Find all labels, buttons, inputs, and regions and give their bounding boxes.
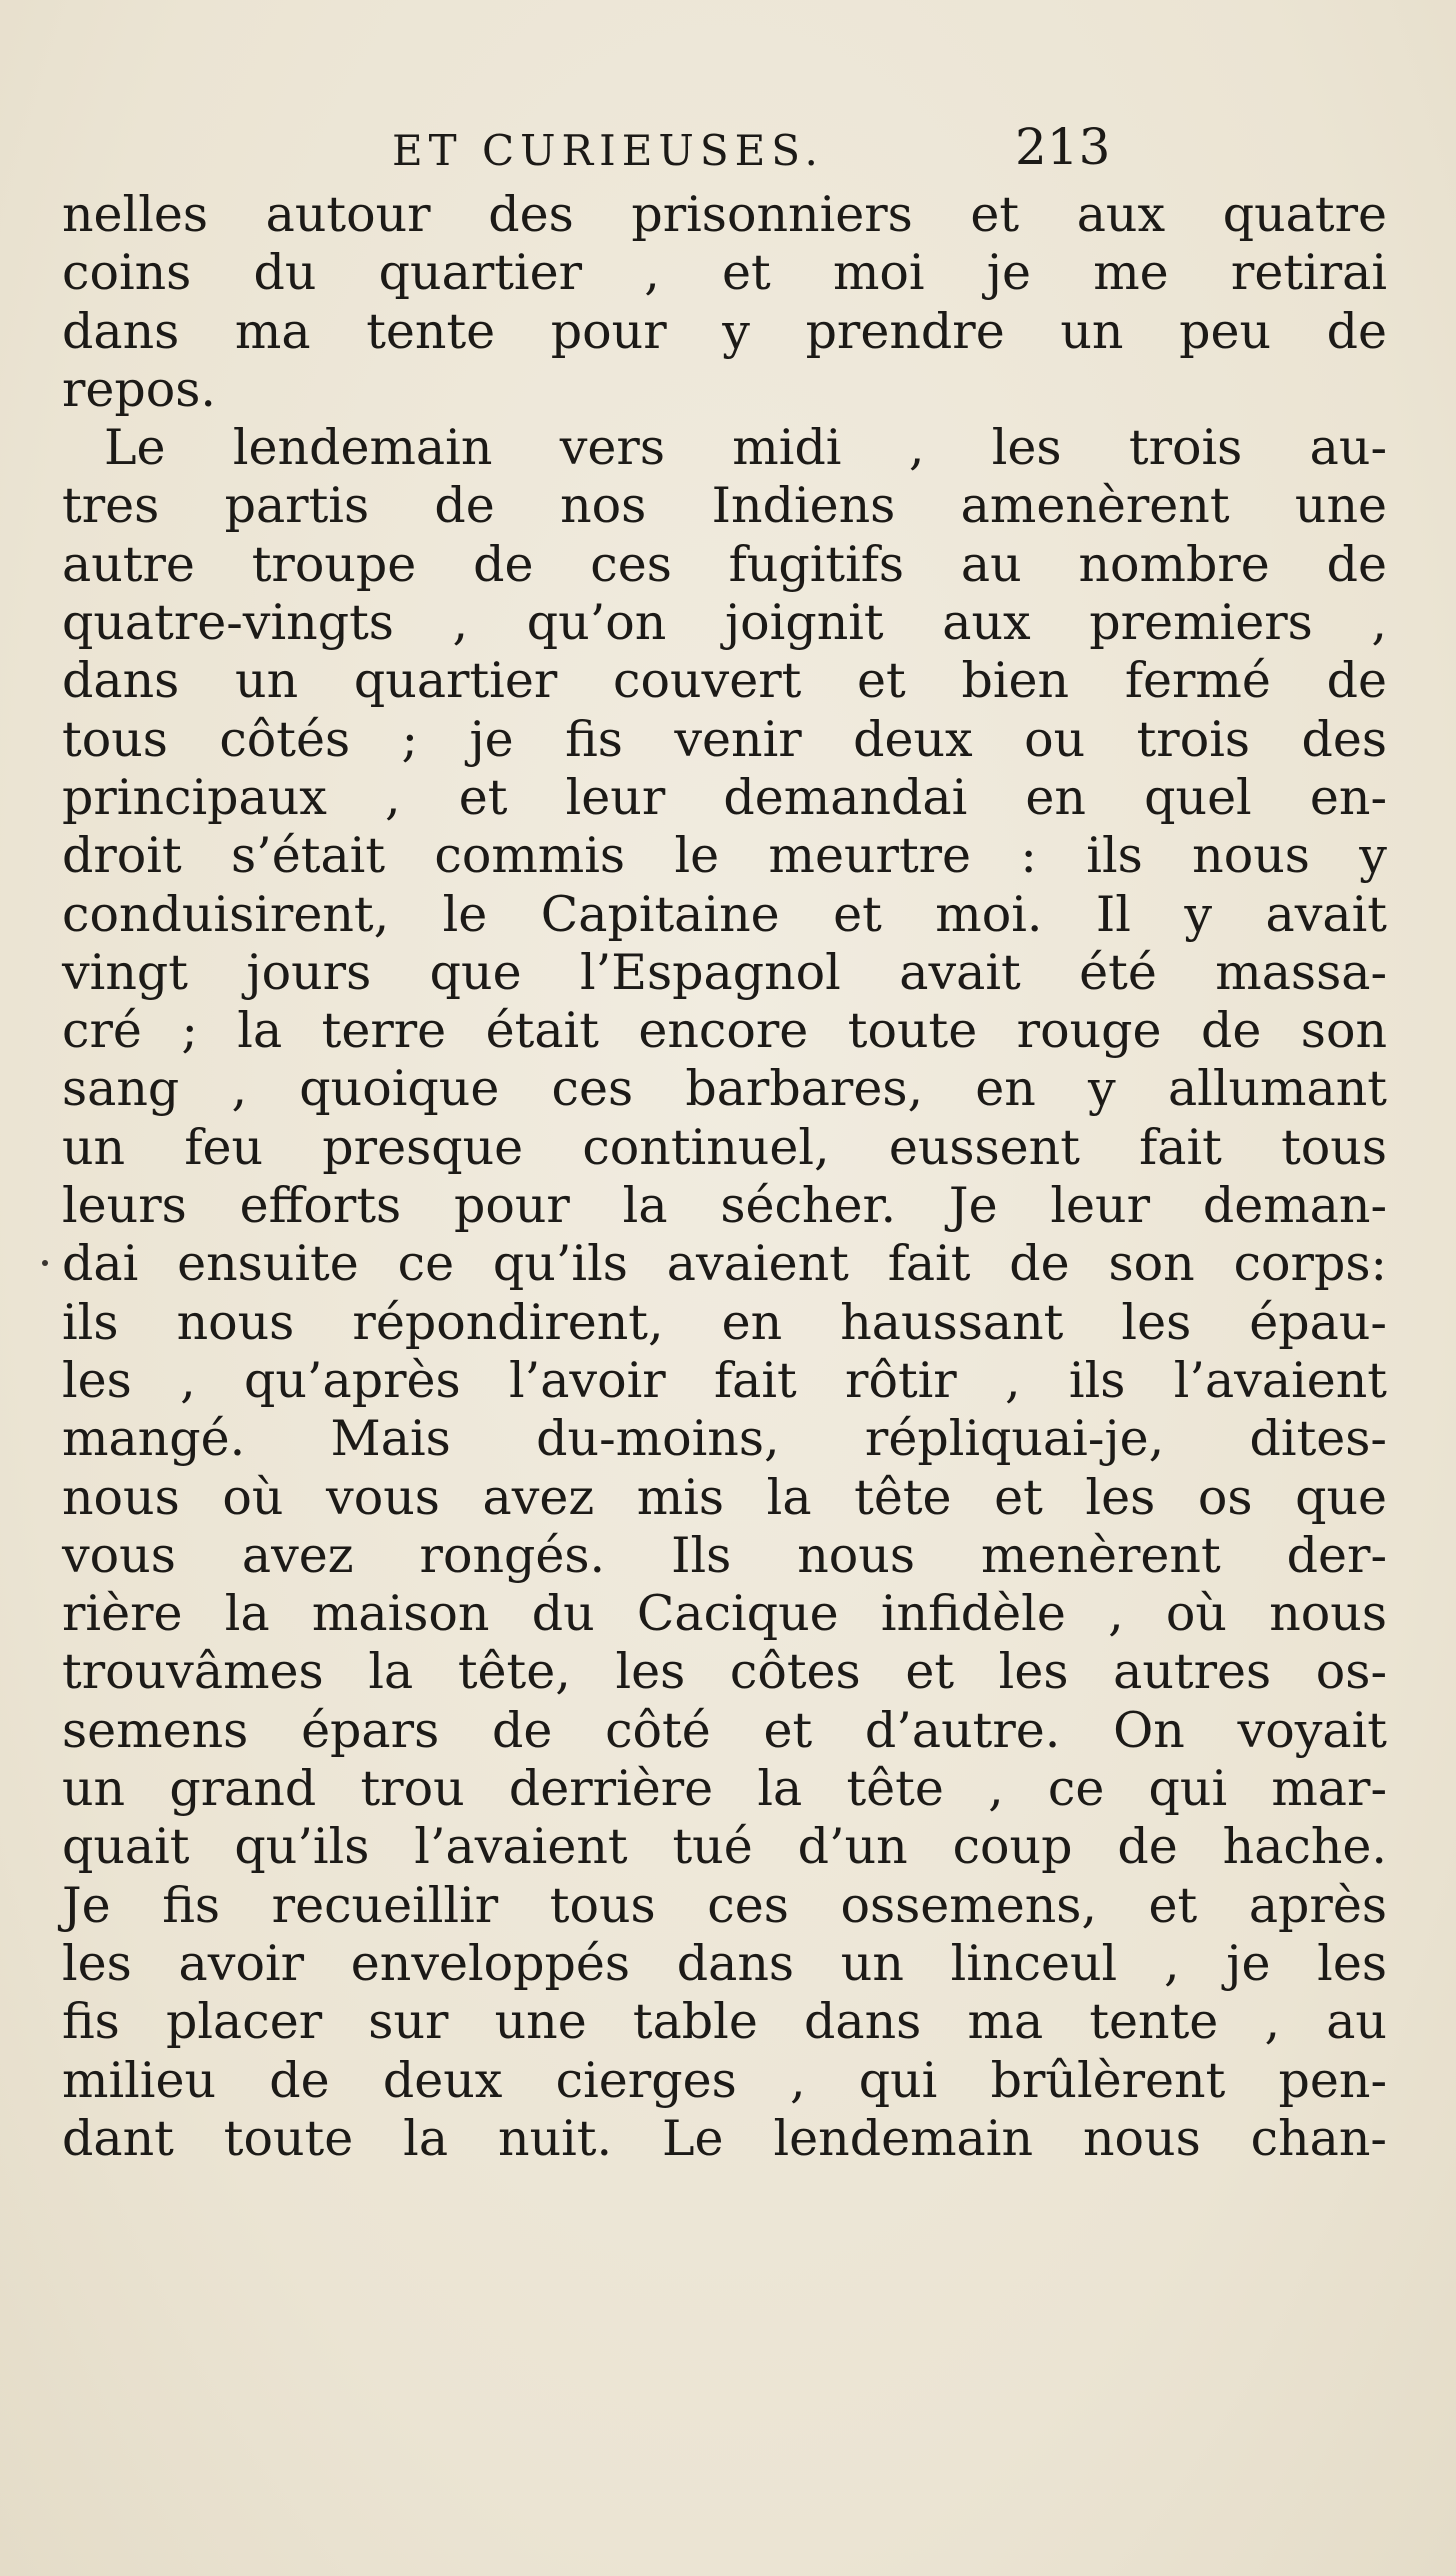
text-line: Le lendemain vers midi , les trois au-: [104, 419, 1387, 477]
text-line: un grand trou derrière la tête , ce qui mar-: [62, 1760, 1387, 1818]
text-line: un feu presque continuel, eussent fait tous: [62, 1118, 1387, 1176]
text-line: tres partis de nos Indiens amenèrent une: [62, 477, 1387, 535]
text-line: ils nous répondirent, en haussant les épau-: [62, 1293, 1387, 1351]
text-line: principaux , et leur demandai en quel en-: [62, 768, 1387, 826]
text-line: repos.: [62, 360, 217, 418]
text-line: Je fis recueillir tous ces ossemens, et après: [62, 1876, 1387, 1934]
text-line: nelles autour des prisonniers et aux quatre: [62, 186, 1387, 243]
text-line: mangé. Mais du-moins, répliquai-je, dites-: [62, 1410, 1387, 1468]
text-line: dans ma tente pour y prendre un peu de: [62, 302, 1387, 360]
running-title: ET CURIEUSES.: [392, 126, 824, 175]
text-line: nous où vous avez mis la tête et les os que: [62, 1468, 1387, 1526]
text-line: autre troupe de ces fugitifs au nombre de: [62, 535, 1387, 593]
text-line: milieu de deux cierges , qui brûlèrent pen-: [62, 2051, 1387, 2109]
text-line: coins du quartier , et moi je me retirai: [62, 244, 1387, 302]
text-line: dant toute la nuit. Le lendemain nous chan-: [62, 2109, 1387, 2167]
text-line: quait qu’ils l’avaient tué d’un coup de hache.: [62, 1818, 1387, 1876]
text-line: tous côtés ; je fis venir deux ou trois des: [62, 710, 1387, 768]
text-line: vous avez rongés. Ils nous menèrent der-: [62, 1526, 1387, 1584]
body-text: [62, 186, 1387, 2168]
text-line: quatre-vingts , qu’on joignit aux premiers ,: [62, 594, 1387, 652]
text-line: vingt jours que l’Espagnol avait été massa-: [62, 943, 1387, 1001]
text-line: trouvâmes la tête, les côtes et les autres os-: [62, 1643, 1387, 1701]
text-line: dai ensuite ce qu’ils avaient fait de son corps:: [62, 1235, 1387, 1293]
text-line: droit s’était commis le meurtre : ils nous y: [62, 827, 1387, 885]
text-line: cré ; la terre était encore toute rouge de son: [62, 1002, 1387, 1060]
text-line: fis placer sur une table dans ma tente , au: [62, 1993, 1387, 2051]
text-line: conduisirent, le Capitaine et moi. Il y avait: [62, 885, 1387, 943]
text-line: les avoir enveloppés dans un linceul , je les: [62, 1934, 1387, 1992]
page-number: 213: [1015, 118, 1111, 176]
running-head: [0, 118, 1456, 186]
text-line: semens épars de côté et d’autre. On voyait: [62, 1701, 1387, 1759]
text-line: dans un quartier couvert et bien fermé de: [62, 652, 1387, 710]
margin-mark: [42, 1260, 48, 1266]
text-line: leurs efforts pour la sécher. Je leur deman-: [62, 1177, 1387, 1235]
text-line: rière la maison du Cacique infidèle , où nous: [62, 1585, 1387, 1643]
text-line: sang , quoique ces barbares, en y allumant: [62, 1060, 1387, 1118]
text-line: les , qu’après l’avoir fait rôtir , ils l’avaient: [62, 1351, 1387, 1409]
